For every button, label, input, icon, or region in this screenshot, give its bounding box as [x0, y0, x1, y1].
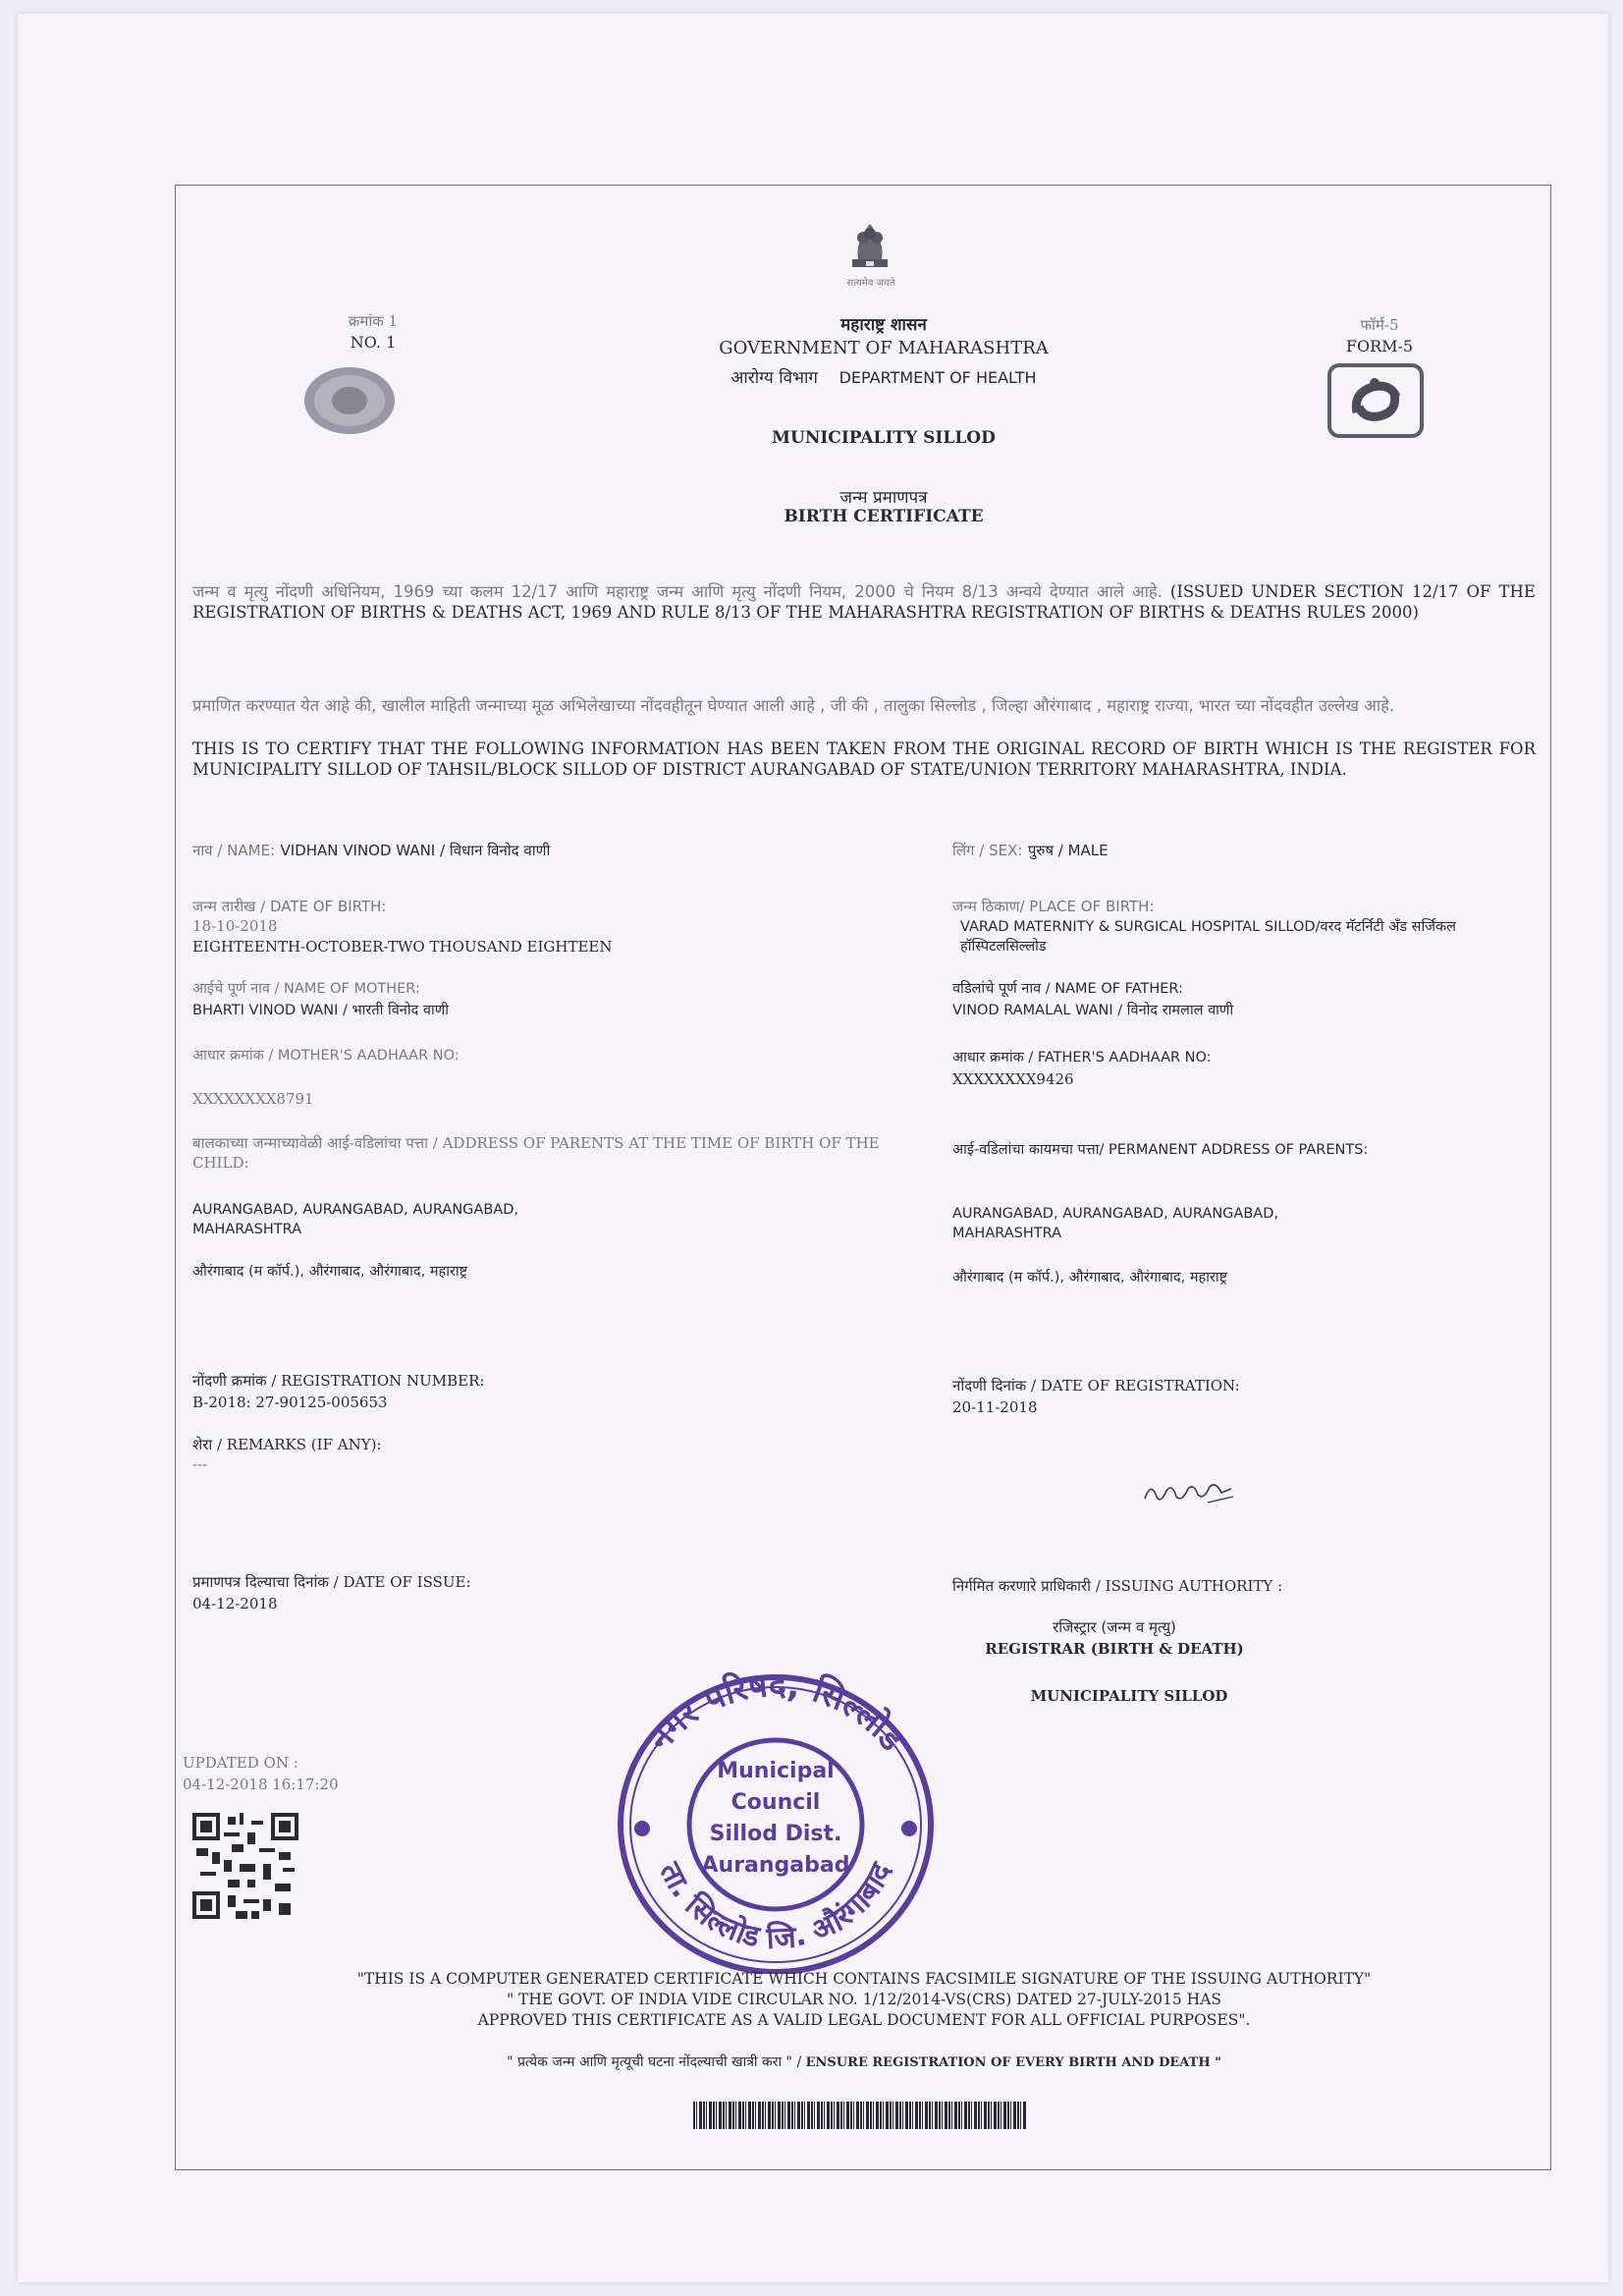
svg-text:नगर परिषद, सिल्लोड	[639, 1666, 912, 1760]
mother-aadhaar-value: XXXXXXXX8791	[192, 1090, 314, 1108]
sex-value: पुरुष / MALE	[1027, 842, 1109, 859]
emblem-motto: सत्यमेव जयते	[846, 278, 895, 289]
reg-no-value: B-2018: 27-90125-005653	[192, 1394, 388, 1411]
pob-label: जन्म ठिकाण/ PLACE OF BIRTH:	[952, 898, 1155, 915]
mother-label: आईचे पूर्ण नाव / NAME OF MOTHER:	[192, 981, 420, 997]
address-perm-en: AURANGABAD, AURANGABAD, AURANGABAD, MAHARASHTRA	[952, 1206, 1278, 1241]
stamp-ring-top: नगर परिषद, सिल्लोड	[639, 1665, 912, 1759]
qr-code-icon	[192, 1813, 298, 1919]
serial-label-mr: क्रमांक 1	[348, 312, 399, 330]
ensure-en: ENSURE REGISTRATION OF EVERY BIRTH AND DEATH "	[805, 2055, 1221, 2070]
updated-value: 04-12-2018 16:17:20	[183, 1776, 339, 1793]
mother-aadhaar-label: आधार क्रमांक / MOTHER'S AADHAAR NO:	[192, 1048, 460, 1064]
father-aadhaar-label: आधार क्रमांक / FATHER'S AADHAAR NO:	[952, 1050, 1212, 1066]
municipality-title: MUNICIPALITY SILLOD	[772, 428, 996, 448]
remarks-label: शेरा / REMARKS (IF ANY):	[192, 1436, 382, 1453]
registrar-en: REGISTRAR (BIRTH & DEATH)	[985, 1640, 1244, 1658]
cert-title-mr: जन्म प्रमाणपत्र	[839, 488, 928, 508]
gov-title-en: GOVERNMENT OF MAHARASHTRA	[719, 338, 1049, 358]
signature-mark	[1139, 1473, 1237, 1512]
footer-line3: APPROVED THIS CERTIFICATE AS A VALID LEGAL DOCUMENT FOR ALL OFFICIAL PURPOSES".	[477, 2011, 1251, 2029]
registrar-mr: रजिस्ट्रार (जन्म व मृत्यु)	[1053, 1618, 1176, 1636]
dept-mr: आरोग्य विभाग	[730, 368, 818, 388]
footer-line2: " THE GOVT. OF INDIA VIDE CIRCULAR NO. 1/12/2014-VS(CRS) DATED 27-JULY-2015 HAS	[506, 1991, 1222, 2008]
gov-title-mr: महाराष्ट्र शासन	[840, 315, 927, 335]
health-logo-icon	[1327, 363, 1424, 438]
cert-title-en: BIRTH CERTIFICATE	[784, 507, 984, 526]
name-value: VIDHAN VINOD WANI / विधान विनोद वाणी	[280, 842, 551, 859]
mother-value: BHARTI VINOD WANI / भारती विनोद वाणी	[192, 1003, 449, 1018]
barcode-icon	[693, 2102, 1027, 2129]
national-emblem-icon	[844, 218, 895, 275]
issue-date-label: प्रमाणपत्र दिल्याचा दिनांक / DATE OF ISSUE:	[192, 1573, 471, 1591]
circular-seal-icon	[302, 365, 397, 436]
name-field	[192, 840, 939, 861]
father-value: VINOD RAMALAL WANI / विनोद रामलाल वाणी	[952, 1003, 1234, 1018]
dob-label: जन्म तारीख / DATE OF BIRTH:	[192, 898, 387, 915]
stamp-line1: Municipal	[717, 1759, 835, 1783]
footer-line1: "THIS IS A COMPUTER GENERATED CERTIFICATE WHICH CONTAINS FACSIMILE SIGNATURE OF THE ISSUING AUTHORITY"	[356, 1970, 1372, 1988]
issued-under-paragraph	[192, 581, 1536, 623]
remarks-value: ---	[192, 1455, 208, 1473]
form-label-en: FORM-5	[1345, 337, 1414, 355]
father-aadhaar-value: XXXXXXXX9426	[952, 1070, 1074, 1088]
updated-label: UPDATED ON :	[183, 1754, 298, 1772]
certify-mr: प्रमाणित करण्यात येत आहे की, खालील माहिती जन्माच्या मूळ अभिलेखाच्या नोंदवहीतून घेण्यात आली आहे , जी की , तालुका सिल्लोड , जिल्हा औरंगाबाद , महाराष्ट्र राज्या, भारत च्या नोंदवहीत उल्लेख आहे.	[192, 696, 1395, 715]
sex-label: लिंग / SEX:	[952, 842, 1023, 859]
address-birth-label: बालकाच्या जन्माच्यावेळी आई-वडिलांचा पत्ता / ADDRESS OF PARENTS AT THE TIME OF BIRTH OF THE CHILD:	[192, 1134, 880, 1172]
form-label-mr: फॉर्म-5	[1360, 316, 1399, 334]
name-label: नाव / NAME:	[192, 842, 276, 859]
address-perm-label: आई-वडिलांचा कायमचा पत्ता/ PERMANENT ADDRESS OF PARENTS:	[952, 1142, 1369, 1158]
dob-value: 18-10-2018	[192, 917, 278, 935]
authority-label: निर्गमित करणारे प्राधिकारी / ISSUING AUTHORITY :	[952, 1577, 1283, 1595]
issued-under-mr: जन्म व मृत्यु नोंदणी अधिनियम, 1969 च्या कलम 12/17 आणि महाराष्ट्र जन्म आणि मृत्यु नोंदणी नियम, 2000 चे नियम 8/13 अन्वये देण्यात आले आहे.	[192, 582, 1163, 601]
stamp-line3: Sillod Dist.	[709, 1822, 842, 1846]
reg-date-value: 20-11-2018	[952, 1398, 1038, 1416]
pob-value: VARAD MATERNITY & SURGICAL HOSPITAL SILLOD/वरद मॅटर्निटी अँड सर्जिकल हॉस्पिटलसिल्लोड	[960, 919, 1456, 955]
municipal-council-stamp	[609, 1660, 943, 1974]
certify-en: THIS IS TO CERTIFY THAT THE FOLLOWING INFORMATION HAS BEEN TAKEN FROM THE ORIGINAL RECORD OF BIRTH WHICH IS THE REGISTER FOR MUNICIPALITY SILLOD OF TAHSIL/BLOCK SILLOD OF DISTRICT AURANGABAD OF STATE/UNION TERRITORY MAHARASHTRA, INDIA.	[192, 739, 1536, 779]
department-line	[628, 365, 1139, 388]
serial-label: NO. 1	[350, 333, 397, 352]
address-birth-mr: औरंगाबाद (म कॉर्प.), औरंगाबाद, औरंगाबाद, महाराष्ट्र	[192, 1264, 468, 1280]
address-birth-en: AURANGABAD, AURANGABAD, AURANGABAD, MAHARASHTRA	[192, 1202, 518, 1237]
issue-date-value: 04-12-2018	[192, 1595, 278, 1613]
dob-words: EIGHTEENTH-OCTOBER-TWO THOUSAND EIGHTEEN	[192, 938, 613, 956]
issued-under-en: (ISSUED UNDER SECTION 12/17 OF THE REGISTRATION OF BIRTHS & DEATHS ACT, 1969 AND RULE 8/13 OF THE MAHARASHTRA REGISTRATION OF BIRTHS & DEATHS RULES 2000)	[192, 582, 1536, 622]
stamp-ring-bottom: ता. सिल्लोड जि. औरंगाबाद	[652, 1857, 899, 1956]
father-label: वडिलांचे पूर्ण नाव / NAME OF FATHER:	[952, 981, 1183, 997]
sex-field	[952, 840, 1109, 861]
reg-no-label: नोंदणी क्रमांक / REGISTRATION NUMBER:	[192, 1372, 485, 1390]
dept-en: DEPARTMENT OF HEALTH	[839, 368, 1037, 387]
footer-ensure	[236, 2052, 1492, 2071]
address-perm-mr: औरंगाबाद (म कॉर्प.), औरंगाबाद, औरंगाबाद, महाराष्ट्र	[952, 1270, 1228, 1285]
stamp-line4: Aurangabad	[701, 1853, 850, 1878]
ensure-mr: " प्रत्येक जन्म आणि मृत्यूची घटना नोंदल्याची खात्री करा " /	[507, 2054, 802, 2070]
authority-municipality: MUNICIPALITY SILLOD	[1030, 1687, 1228, 1705]
reg-date-label: नोंदणी दिनांक / DATE OF REGISTRATION:	[952, 1377, 1240, 1394]
stamp-line2: Council	[730, 1790, 821, 1815]
